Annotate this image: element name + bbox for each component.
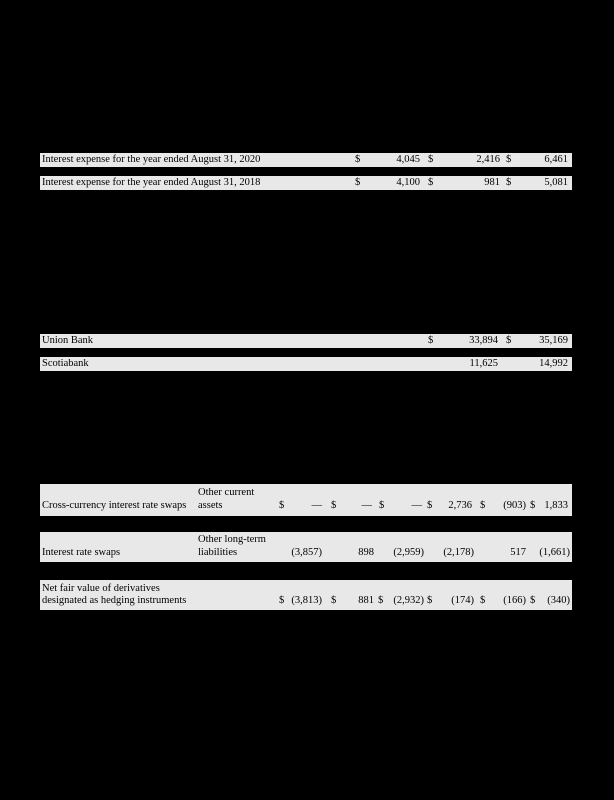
value-cell: —	[311, 500, 322, 511]
value-cell: 14,992	[539, 358, 568, 369]
currency-symbol: $	[428, 335, 434, 346]
table-row	[40, 176, 572, 190]
value-cell: 33,894	[469, 335, 498, 346]
balance-sheet-location: assets	[198, 500, 223, 511]
currency-symbol: $	[331, 500, 337, 511]
currency-symbol: $	[355, 177, 361, 188]
value-cell: —	[361, 500, 372, 511]
currency-symbol: $	[506, 335, 512, 346]
balance-sheet-location: Other long-term	[198, 534, 266, 545]
value-cell: (166)	[503, 595, 526, 606]
row-label: Cross-currency interest rate swaps	[42, 500, 187, 511]
currency-symbol: $	[530, 595, 536, 606]
currency-symbol: $	[355, 154, 361, 165]
balance-sheet-location: Other current	[198, 487, 255, 498]
value-cell: 2,736	[448, 500, 472, 511]
value-cell: (1,661)	[539, 547, 570, 558]
row-label: designated as hedging instruments	[42, 595, 187, 606]
currency-symbol: $	[427, 500, 433, 511]
currency-symbol: $	[428, 177, 434, 188]
currency-symbol: $	[279, 595, 285, 606]
currency-symbol: $	[506, 177, 512, 188]
currency-symbol: $	[331, 595, 337, 606]
currency-symbol: $	[427, 595, 433, 606]
value-cell: 4,100	[396, 177, 420, 188]
currency-symbol: $	[428, 154, 434, 165]
value-cell: (903)	[503, 500, 526, 511]
table-row	[40, 580, 572, 610]
value-cell: 2,416	[476, 154, 500, 165]
value-cell: 1,833	[544, 500, 568, 511]
value-cell: (2,178)	[443, 547, 474, 558]
row-label: Interest expense for the year ended August 31, 2018	[42, 177, 261, 188]
table-row	[40, 532, 572, 562]
value-cell: (3,857)	[291, 547, 322, 558]
currency-symbol: $	[530, 500, 536, 511]
currency-symbol: $	[480, 500, 486, 511]
value-cell: 898	[358, 547, 374, 558]
currency-symbol: $	[506, 154, 512, 165]
value-cell: (340)	[547, 595, 570, 606]
value-cell: 4,045	[396, 154, 420, 165]
row-label: Interest expense for the year ended August 31, 2020	[42, 154, 261, 165]
currency-symbol: $	[279, 500, 285, 511]
value-cell: (2,959)	[393, 547, 424, 558]
value-cell: (2,932)	[393, 595, 424, 606]
row-label: Interest rate swaps	[42, 547, 121, 558]
value-cell: 981	[484, 177, 500, 188]
value-cell: 5,081	[544, 177, 568, 188]
row-label: Net fair value of derivatives	[42, 583, 160, 594]
balance-sheet-location: liabilities	[198, 547, 238, 558]
value-cell: 11,625	[469, 358, 498, 369]
row-label: Union Bank	[42, 335, 94, 346]
value-cell: (174)	[451, 595, 474, 606]
table-row	[40, 334, 572, 348]
table-row	[40, 357, 572, 371]
currency-symbol: $	[378, 595, 384, 606]
currency-symbol: $	[480, 595, 486, 606]
value-cell: 881	[358, 595, 374, 606]
value-cell: 35,169	[539, 335, 568, 346]
row-label: Scotiabank	[42, 358, 89, 369]
currency-symbol: $	[379, 500, 385, 511]
value-cell: (3,813)	[291, 595, 322, 606]
value-cell: —	[411, 500, 422, 511]
value-cell: 6,461	[544, 154, 568, 165]
table-row	[40, 153, 572, 167]
table-row	[40, 484, 572, 516]
value-cell: 517	[510, 547, 526, 558]
